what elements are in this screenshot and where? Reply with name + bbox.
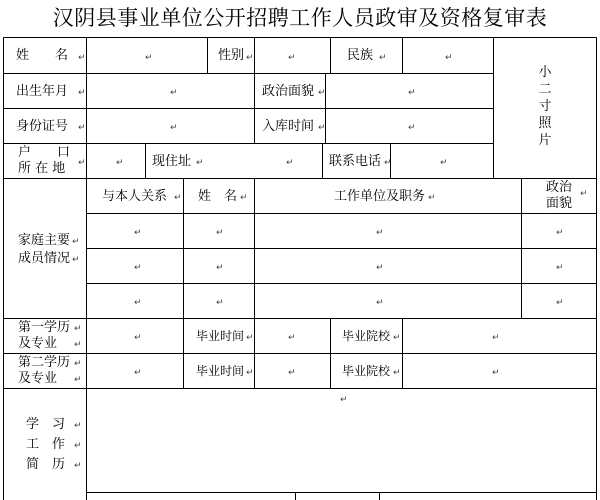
family-header-political: 政治 面貌	[545, 180, 572, 211]
para-mark: ↵	[580, 189, 588, 199]
para-mark: ↵	[379, 53, 387, 63]
birth-input[interactable]	[88, 75, 253, 107]
name-label: 姓 名	[16, 48, 69, 63]
para-mark: ↵	[74, 340, 82, 350]
resume-input[interactable]	[88, 390, 595, 490]
political-label: 政治面貌	[262, 84, 315, 99]
phone-input[interactable]	[392, 145, 492, 177]
para-mark: ↵	[408, 88, 416, 98]
para-mark: ↵	[240, 193, 248, 203]
para-mark: ↵	[134, 228, 142, 238]
para-mark: ↵	[216, 228, 224, 238]
ethnicity-input[interactable]	[404, 39, 492, 72]
para-mark: ↵	[340, 395, 348, 405]
id-number-input[interactable]	[88, 110, 253, 142]
first-grad-school-input[interactable]	[404, 320, 595, 352]
second-degree-label: 第二学历 及专业	[18, 355, 71, 386]
para-mark: ↵	[196, 158, 204, 168]
para-mark: ↵	[246, 333, 254, 343]
resume-label: 学 习 工 作 简 历	[26, 417, 66, 472]
para-mark: ↵	[74, 324, 82, 334]
para-mark: ↵	[384, 158, 392, 168]
birth-label: 出生年月	[16, 84, 69, 99]
para-mark: ↵	[246, 368, 254, 378]
family-row[interactable]	[88, 250, 595, 282]
para-mark: ↵	[170, 88, 178, 98]
para-mark: ↵	[72, 255, 80, 265]
para-mark: ↵	[134, 263, 142, 273]
para-mark: ↵	[134, 333, 142, 343]
gender-label: 性别	[218, 48, 245, 63]
para-mark: ↵	[72, 237, 80, 247]
para-mark: ↵	[134, 368, 142, 378]
para-mark: ↵	[440, 158, 448, 168]
address-input[interactable]	[200, 145, 321, 177]
para-mark: ↵	[74, 441, 82, 451]
para-mark: ↵	[428, 193, 436, 203]
para-mark: ↵	[376, 298, 384, 308]
para-mark: ↵	[288, 53, 296, 63]
family-header-workplace: 工作单位及职务	[334, 189, 426, 204]
hukou-label: 户 口 所 在 地	[18, 145, 71, 176]
hukou-input[interactable]	[88, 145, 144, 177]
para-mark: ↵	[78, 158, 86, 168]
para-mark: ↵	[170, 123, 178, 133]
para-mark: ↵	[408, 123, 416, 133]
phone-label: 联系电话	[329, 154, 382, 169]
para-mark: ↵	[393, 368, 401, 378]
first-grad-school-label: 毕业院校	[342, 329, 391, 343]
gender-input[interactable]	[256, 39, 329, 72]
second-grad-school-input[interactable]	[404, 355, 595, 387]
para-mark: ↵	[376, 228, 384, 238]
first-grad-time-input[interactable]	[256, 320, 329, 352]
form-title: 汉阴县事业单位公开招聘工作人员政审及资格复审表	[52, 6, 548, 30]
para-mark: ↵	[492, 368, 500, 378]
photo-box[interactable]	[495, 39, 595, 177]
para-mark: ↵	[318, 123, 326, 133]
para-mark: ↵	[445, 53, 453, 63]
name-input[interactable]	[88, 39, 206, 72]
para-mark: ↵	[74, 359, 82, 369]
photo-label: 小 二 寸 照 片	[538, 65, 552, 148]
para-mark: ↵	[216, 263, 224, 273]
para-mark: ↵	[492, 333, 500, 343]
first-grad-time-label: 毕业时间	[196, 329, 245, 343]
para-mark: ↵	[116, 158, 124, 168]
para-mark: ↵	[74, 375, 82, 385]
para-mark: ↵	[216, 298, 224, 308]
para-mark: ↵	[318, 88, 326, 98]
ethnicity-label: 民族	[347, 48, 374, 63]
address-label: 现住址	[152, 154, 192, 169]
second-grad-time-input[interactable]	[256, 355, 329, 387]
entry-time-label: 入库时间	[262, 119, 315, 134]
para-mark: ↵	[556, 228, 564, 238]
para-mark: ↵	[74, 461, 82, 471]
family-label: 家庭主要 成员情况	[18, 233, 71, 266]
first-degree-label: 第一学历 及专业	[18, 320, 71, 351]
para-mark: ↵	[74, 421, 82, 431]
para-mark: ↵	[393, 333, 401, 343]
family-row[interactable]	[88, 215, 595, 247]
para-mark: ↵	[286, 158, 294, 168]
family-header-relation: 与本人关系	[102, 189, 168, 204]
political-input[interactable]	[327, 75, 492, 107]
para-mark: ↵	[78, 88, 86, 98]
entry-time-input[interactable]	[327, 110, 492, 142]
para-mark: ↵	[78, 53, 86, 63]
para-mark: ↵	[78, 123, 86, 133]
para-mark: ↵	[288, 368, 296, 378]
second-grad-school-label: 毕业院校	[342, 364, 391, 378]
first-degree-input[interactable]	[88, 320, 182, 352]
family-row[interactable]	[88, 285, 595, 317]
second-grad-time-label: 毕业时间	[196, 364, 245, 378]
para-mark: ↵	[145, 53, 153, 63]
para-mark: ↵	[556, 298, 564, 308]
para-mark: ↵	[556, 263, 564, 273]
id-number-label: 身份证号	[16, 119, 69, 134]
para-mark: ↵	[134, 298, 142, 308]
para-mark: ↵	[174, 193, 182, 203]
para-mark: ↵	[376, 263, 384, 273]
para-mark: ↵	[246, 53, 254, 63]
para-mark: ↵	[288, 333, 296, 343]
family-header-name: 姓 名	[198, 189, 238, 204]
second-degree-input[interactable]	[88, 355, 182, 387]
